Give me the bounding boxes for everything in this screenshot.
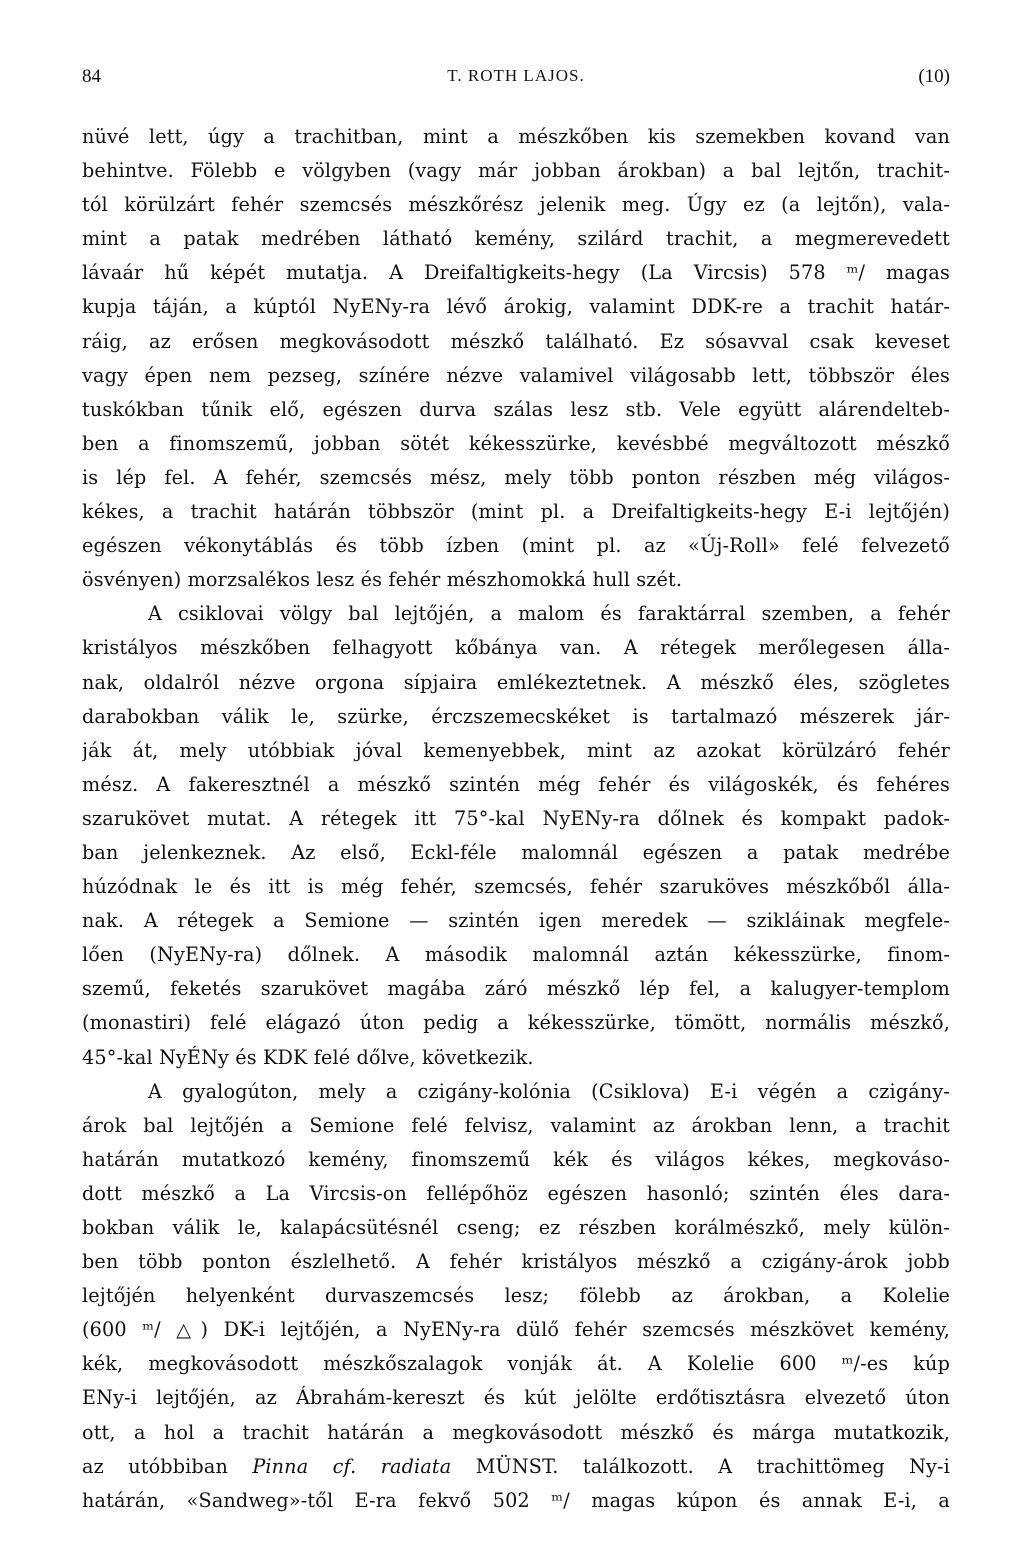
text-line: (600 ᵐ/ △) DK-i lejtőjén, a NyENy-ra dülő fehér szemcsés mészkövet kemény,	[82, 1318, 950, 1342]
text-line: kék, megkovásodott mészkőszalagok vonják át. A Kolelie 600 ᵐ/-es kúp	[82, 1352, 950, 1376]
text-line: húzódnak le és itt is még fehér, szemcsés, fehér szaruköves mészkőből álla-	[82, 875, 950, 899]
text-line: ban jelenkeznek. Az első, Eckl-féle malomnál egészen a patak medrébe	[82, 840, 950, 864]
text-line: határán, «Sandweg»-től E-ra fekvő 502 ᵐ/ magas kúpon és annak E-i, a	[82, 1488, 950, 1512]
text-line: behintve. Fölebb e völgyben (vagy már jobban árokban) a bal lejtőn, trachit-	[82, 159, 950, 183]
text-line: szarukövet mutat. A rétegek itt 75°-kal NyENy-ra dőlnek és kompakt padok-	[82, 806, 950, 830]
text-line: ENy-i lejtőjén, az Ábrahám-kereszt és kút jelölte erdőtisztásra elvezető úton	[82, 1386, 950, 1410]
text-line: nüvé lett, úgy a trachitban, mint a mészkőben kis szemekben kovand van	[82, 125, 950, 148]
text-line: darabokban válik le, szürke, érczszemecskéket is tartalmazó mészerek jár-	[82, 704, 950, 728]
text-line: lően (NyENy-ra) dőlnek. A második malomnál aztán kékesszürke, finom-	[82, 943, 950, 967]
text-line: 45°-kal NyÉNy és KDK felé dőlve, következik.	[82, 1045, 534, 1069]
text-line: is lép fel. A fehér, szemcsés mész, mely több ponton részben még világos-	[82, 465, 950, 489]
text-line: bokban válik le, kalapácsütésnél cseng; ez részben korálmészkő, mely külön-	[82, 1216, 950, 1239]
text-line: vagy épen nem pezseg, színére nézve valamivel világosabb lett, többször éles	[82, 363, 950, 387]
body-text	[82, 120, 950, 1518]
text-line: mész. A fakeresztnél a mészkő szintén még fehér és világoskék, és fehéres	[82, 772, 950, 796]
text-line: ben több ponton észlelhető. A fehér kristályos mészkő a czigány-árok jobb	[82, 1250, 950, 1274]
taxon-name: Pinna cf. radiata	[252, 1454, 452, 1478]
text-line: dott mészkő a La Vircsis-on fellépőhöz egészen hasonló; szintén éles dara-	[82, 1181, 950, 1205]
text-line: (monastiri) felé elágazó úton pedig a kékesszürke, tömött, normális mészkő,	[82, 1011, 950, 1035]
text-line: az utóbbiban Pinna cf. radiata MÜNST. találkozott. A trachittömeg Ny-i	[82, 1454, 950, 1478]
text-line: ják át, mely utóbbiak jóval kemenyebbek, mint az azokat körülzáró fehér	[82, 738, 950, 762]
text-line: kékes, a trachit határán többször (mint pl. a Dreifaltigkeits-hegy E-i lejtőjén)	[82, 500, 950, 524]
text-line: mint a patak medrében látható kemény, szilárd trachit, a megmerevedett	[82, 227, 950, 251]
text-line: A gyalogúton, mely a czigány-kolónia (Csiklova) E-i végén a czigány-	[148, 1079, 950, 1103]
text-line: kristályos mészkőben felhagyott kőbánya van. A rétegek merőlegesen álla-	[82, 636, 950, 660]
text-line: ben a finomszemű, jobban sötét kékesszürke, kevésbbé megváltozott mészkő	[82, 431, 950, 455]
text-line: szemű, feketés szarukövet magába záró mészkő lép fel, a kalugyer-templom	[82, 977, 950, 1001]
text-line: tól körülzárt fehér szemcsés mészkőrész jelenik meg. Úgy ez (a lejtőn), vala-	[82, 193, 950, 217]
text-line: ott, a hol a trachit határán a megkovásodott mészkő és márga mutatkozik,	[82, 1420, 950, 1444]
text-line: határán mutatkozó kemény, finomszemű kék és világos kékes, megkováso-	[82, 1147, 950, 1171]
text-line: egészen vékonytáblás és több ízben (mint pl. az «Új-Roll» felé felvezető	[82, 534, 950, 558]
text-line: A csiklovai völgy bal lejtőjén, a malom és faraktárral szemben, a fehér	[148, 602, 950, 626]
text-line: lávaár hű képét mutatja. A Dreifaltigkeits-hegy (La Vircsis) 578 ᵐ/ magas	[82, 261, 950, 285]
section-number: (10)	[918, 66, 950, 87]
text-line: lejtőjén helyenként durvaszemcsés lesz; fölebb az árokban, a Kolelie	[82, 1284, 950, 1308]
text-line: árok bal lejtőjén a Semione felé felvisz, valamint az árokban lenn, a trachit	[82, 1113, 950, 1137]
running-title: T. ROTH LAJOS.	[447, 66, 585, 85]
text-line: ráig, az erősen megkovásodott mészkő található. Ez sósavval csak keveset	[82, 329, 950, 353]
text-line: tuskókban tűnik elő, egészen durva szálas lesz stb. Vele együtt alárendelteb-	[82, 397, 950, 421]
text-line: nak. A rétegek a Semione — szintén igen meredek — szikláinak megfele-	[82, 909, 950, 933]
text-line: nak, oldalról nézve orgona sípjaira emlékeztetnek. A mészkő éles, szögletes	[82, 670, 950, 694]
page-number: 84	[82, 66, 101, 87]
text-line: kupja táján, a kúptól NyENy-ra lévő árokig, valamint DDK-re a trachit határ-	[82, 295, 950, 319]
text-line: ösvényen) morzsalékos lesz és fehér mészhomokká hull szét.	[82, 568, 683, 592]
running-header	[82, 66, 950, 96]
